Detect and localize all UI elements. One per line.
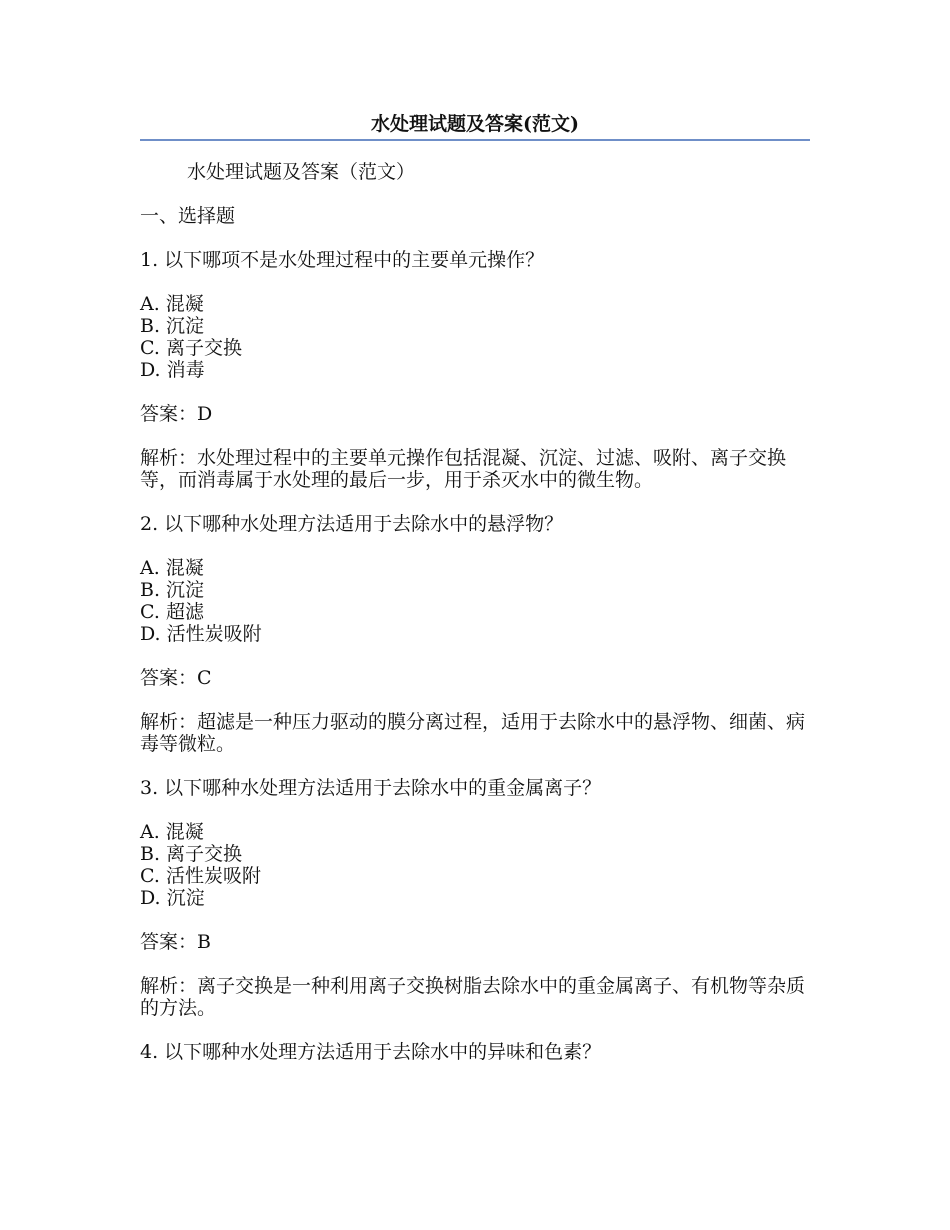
- header-divider: [140, 139, 810, 141]
- option-item: C. 离子交换: [140, 337, 242, 359]
- option-item: A. 混凝: [140, 293, 204, 315]
- option-list: [140, 821, 810, 909]
- question-text: 2. 以下哪种水处理方法适用于去除水中的悬浮物？: [140, 513, 564, 535]
- page-title: 水处理试题及答案(范文): [371, 113, 579, 135]
- answer-text: 答案：D: [140, 403, 213, 425]
- option-item: B. 离子交换: [140, 843, 243, 865]
- question-text: 3. 以下哪种水处理方法适用于去除水中的重金属离子？: [140, 777, 602, 799]
- option-item: C. 超滤: [140, 601, 204, 623]
- option-item: A. 混凝: [140, 557, 204, 579]
- option-item: D. 沉淀: [140, 887, 205, 909]
- option-item: D. 消毒: [140, 359, 205, 381]
- document-subtitle: 水处理试题及答案（范文）: [187, 161, 416, 183]
- question-text: 4. 以下哪种水处理方法适用于去除水中的异味和色素？: [140, 1041, 602, 1063]
- section-title: 一、选择题: [140, 205, 236, 227]
- option-item: C. 活性炭吸附: [140, 865, 261, 887]
- answer-text: 答案：C: [140, 667, 212, 689]
- option-list: [140, 557, 810, 645]
- answer-text: 答案：B: [140, 931, 211, 953]
- option-item: D. 活性炭吸附: [140, 623, 262, 645]
- option-item: B. 沉淀: [140, 315, 205, 337]
- option-item: B. 沉淀: [140, 579, 205, 601]
- option-item: A. 混凝: [140, 821, 204, 843]
- question-text: 1. 以下哪项不是水处理过程中的主要单元操作？: [140, 249, 545, 271]
- document-body: [140, 161, 810, 1085]
- explanation-text: 解析：水处理过程中的主要单元操作包括混凝、沉淀、过滤、吸附、离子交换等，而消毒属于水处理的最后一步，用于杀灭水中的微生物。: [140, 447, 787, 491]
- explanation-text: 解析：离子交换是一种利用离子交换树脂去除水中的重金属离子、有机物等杂质的方法。: [140, 975, 806, 1019]
- explanation-text: 解析：超滤是一种压力驱动的膜分离过程，适用于去除水中的悬浮物、细菌、病毒等微粒。: [140, 711, 806, 755]
- option-list: [140, 293, 810, 381]
